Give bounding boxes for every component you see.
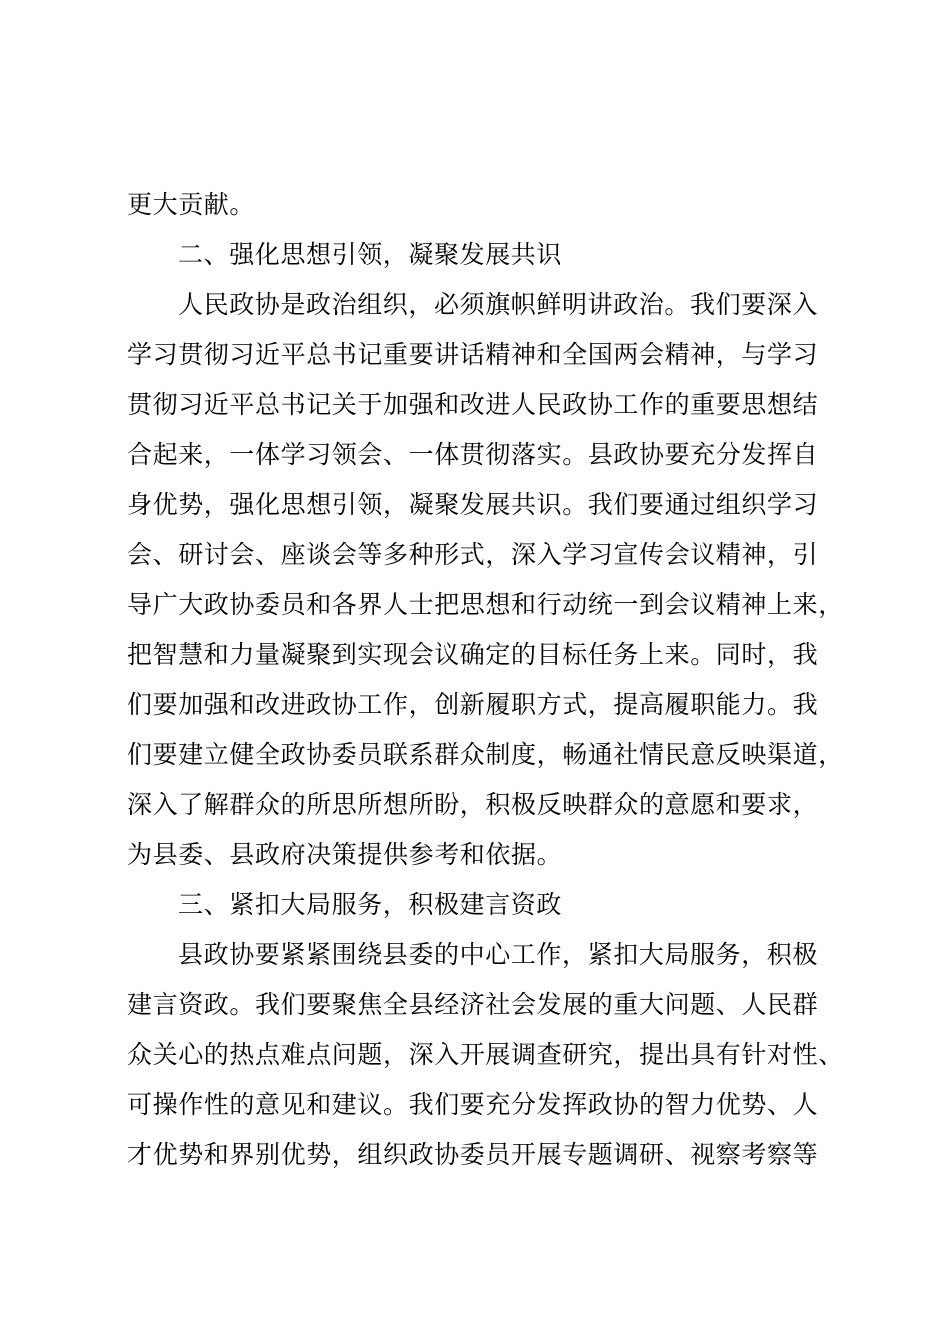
paragraph-line: 为县委、县政府决策提供参考和依据。 bbox=[127, 840, 563, 869]
paragraph-line: 导广大政协委员和各界人士把思想和行动统一到会议精神上来， bbox=[127, 590, 844, 619]
paragraph-line: 合起来，一体学习领会、一体贯彻落实。县政协要充分发挥自 bbox=[127, 440, 819, 469]
paragraph-line: 贯彻习近平总书记关于加强和改进人民政协工作的重要思想结 bbox=[127, 390, 819, 419]
paragraph-line: 人民政协是政治组织，必须旗帜鲜明讲政治。我们要深入 bbox=[178, 290, 819, 319]
paragraph-line: 会、研讨会、座谈会等多种形式，深入学习宣传会议精神，引 bbox=[127, 540, 819, 569]
section-heading: 二、强化思想引领，凝聚发展共识 bbox=[178, 240, 563, 269]
paragraph-line: 把智慧和力量凝聚到实现会议确定的目标任务上来。同时，我 bbox=[127, 640, 819, 669]
paragraph-line: 众关心的热点难点问题，深入开展调查研究，提出具有针对性、 bbox=[127, 1040, 844, 1069]
paragraph-line: 身优势，强化思想引领，凝聚发展共识。我们要通过组织学习 bbox=[127, 490, 819, 519]
paragraph-line: 县政协要紧紧围绕县委的中心工作，紧扣大局服务，积极 bbox=[178, 940, 819, 969]
paragraph-line: 才优势和界别优势，组织政协委员开展专题调研、视察考察等 bbox=[127, 1140, 819, 1169]
paragraph-line: 建言资政。我们要聚焦全县经济社会发展的重大问题、人民群 bbox=[127, 990, 819, 1019]
section-heading: 三、紧扣大局服务，积极建言资政 bbox=[178, 890, 563, 919]
paragraph-line: 深入了解群众的所思所想所盼，积极反映群众的意愿和要求， bbox=[127, 790, 819, 819]
paragraph-line: 更大贡献。 bbox=[127, 190, 256, 219]
paragraph-line: 们要建立健全政协委员联系群众制度，畅通社情民意反映渠道， bbox=[127, 740, 844, 769]
paragraph-line: 可操作性的意见和建议。我们要充分发挥政协的智力优势、人 bbox=[127, 1090, 819, 1119]
paragraph-line: 们要加强和改进政协工作，创新履职方式，提高履职能力。我 bbox=[127, 690, 819, 719]
paragraph-line: 学习贯彻习近平总书记重要讲话精神和全国两会精神，与学习 bbox=[127, 340, 819, 369]
